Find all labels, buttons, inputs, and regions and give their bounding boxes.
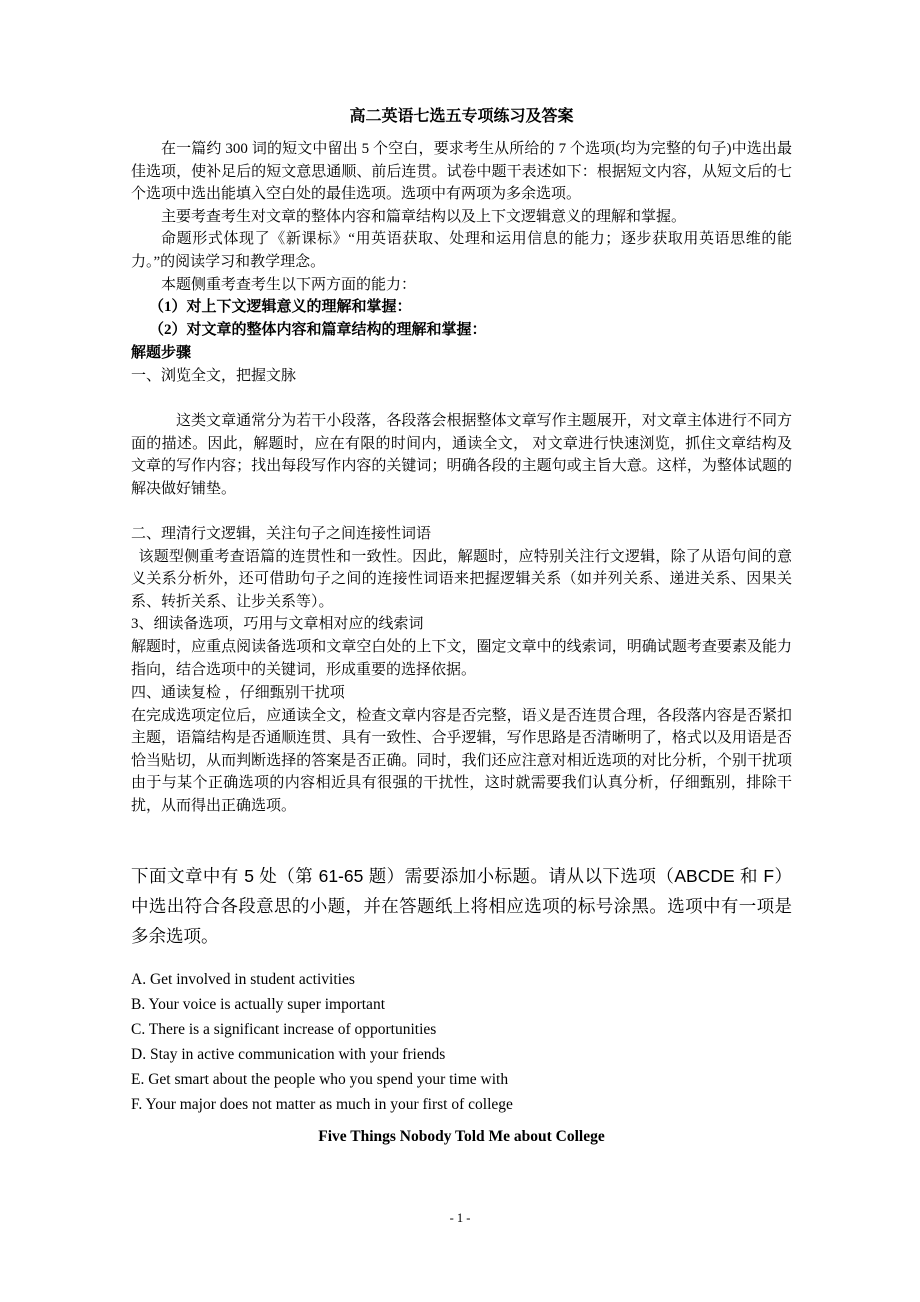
options-list bbox=[131, 967, 792, 1117]
ability-line: （1）对上下文逻辑意义的理解和掌握： bbox=[149, 299, 412, 316]
intro-paragraph: 主要考查考生对文章的整体内容和篇章结构以及上下文逻辑意义的理解和掌握。 bbox=[161, 208, 687, 225]
step-body: 这类文章通常分为若干小段落，各段落会根据整体文章写作主题展开，对文章主体进行不同方面的描述。因此，解题时，应在有限的时间内，通读全文， 对文章进行快速浏览，抓住文章结构及文章的写作内容；找出每段写作内容的关键词；明确各段的主题句或主旨大意。这样，为整体试题的解决做好铺垫。 bbox=[131, 413, 792, 497]
step-body: 解题时，应重点阅读备选项和文章空白处的上下文，圈定文章中的线索词，明确试题考查要素及能力指向，结合选项中的关键词，形成重要的选择依据。 bbox=[131, 639, 792, 678]
intro-paragraph: 命题形式体现了《新课标》“用英语获取、处理和运用信息的能力；逐步获取用英语思维的能力。”的阅读学习和教学理念。 bbox=[131, 231, 792, 270]
step-block bbox=[131, 613, 792, 681]
option-item: D. Stay in active communication with your friends bbox=[131, 1046, 446, 1064]
steps-heading: 解题步骤 bbox=[131, 345, 192, 362]
option-item: C. There is a significant increase of opportunities bbox=[131, 1021, 437, 1039]
option-item: F. Your major does not matter as much in your first of college bbox=[131, 1096, 513, 1114]
ability-line: （2）对文章的整体内容和篇章结构的理解和掌握： bbox=[149, 322, 487, 339]
step-block bbox=[131, 523, 792, 614]
step-heading: 一、浏览全文，把握文脉 bbox=[131, 368, 297, 385]
option-item: A. Get involved in student activities bbox=[131, 971, 355, 989]
step-block bbox=[131, 365, 792, 500]
intro-paragraph: 本题侧重考查考生以下两方面的能力： bbox=[161, 276, 417, 293]
option-item: B. Your voice is actually super important bbox=[131, 996, 385, 1014]
step-block bbox=[131, 682, 792, 818]
step-body: 该题型侧重考查语篇的连贯性和一致性。因此，解题时，应特别关注行文逻辑，除了从语句间的意义关系分析外，还可借助句子之间的连接性词语来把握逻辑关系（如并列关系、递进关系、因果关系、转折关系、让步关系等）。 bbox=[131, 548, 792, 610]
step-heading: 3、细读备选项，巧用与文章相对应的线索词 bbox=[131, 616, 424, 633]
option-item: E. Get smart about the people who you spend your time with bbox=[131, 1071, 509, 1089]
page-number: - 1 - bbox=[449, 1211, 471, 1225]
doc-title: 高二英语七选五专项练习及答案 bbox=[349, 108, 574, 125]
step-heading: 二、理清行文逻辑，关注句子之间连接性词语 bbox=[131, 525, 432, 542]
passage-title: Five Things Nobody Told Me about College bbox=[318, 1128, 605, 1146]
intro-paragraph: 在一篇约 300 词的短文中留出 5 个空白，要求考生从所给的 7 个选项(均为完整的句子)中选出最佳选项，使补足后的短文意思通顺、前后连贯。试卷中题干表述如下：根据短文内容，从短文后的七个选项中选出能填入空白处的最佳选项。选项中有两项为多余选项。 bbox=[131, 141, 792, 203]
step-heading: 四、通读复检 ，仔细甄别干扰项 bbox=[131, 684, 345, 701]
task-instruction: 下面文章中有 5 处（第 61-65 题）需要添加小标题。请从以下选项（ABCDE 和 F）中选出符合各段意思的小题，并在答题纸上将相应选项的标号涂黑。选项中有一项是多余选项。 bbox=[131, 866, 792, 947]
step-body: 在完成选项定位后，应通读全文，检查文章内容是否完整，语义是否连贯合理，各段落内容是否紧扣主题，语篇结构是否通顺连贯、具有一致性、合乎逻辑，写作思路是否清晰明了，格式以及用语是否恰当贴切，从而判断选择的答案是否正确。同时，我们还应注意对相近选项的对比分析，个别干扰项由于与某个正确选项的内容相近具有很强的干扰性，这时就需要我们认真分析，仔细甄别，排除干扰，从而得出正确选项。 bbox=[131, 707, 792, 814]
